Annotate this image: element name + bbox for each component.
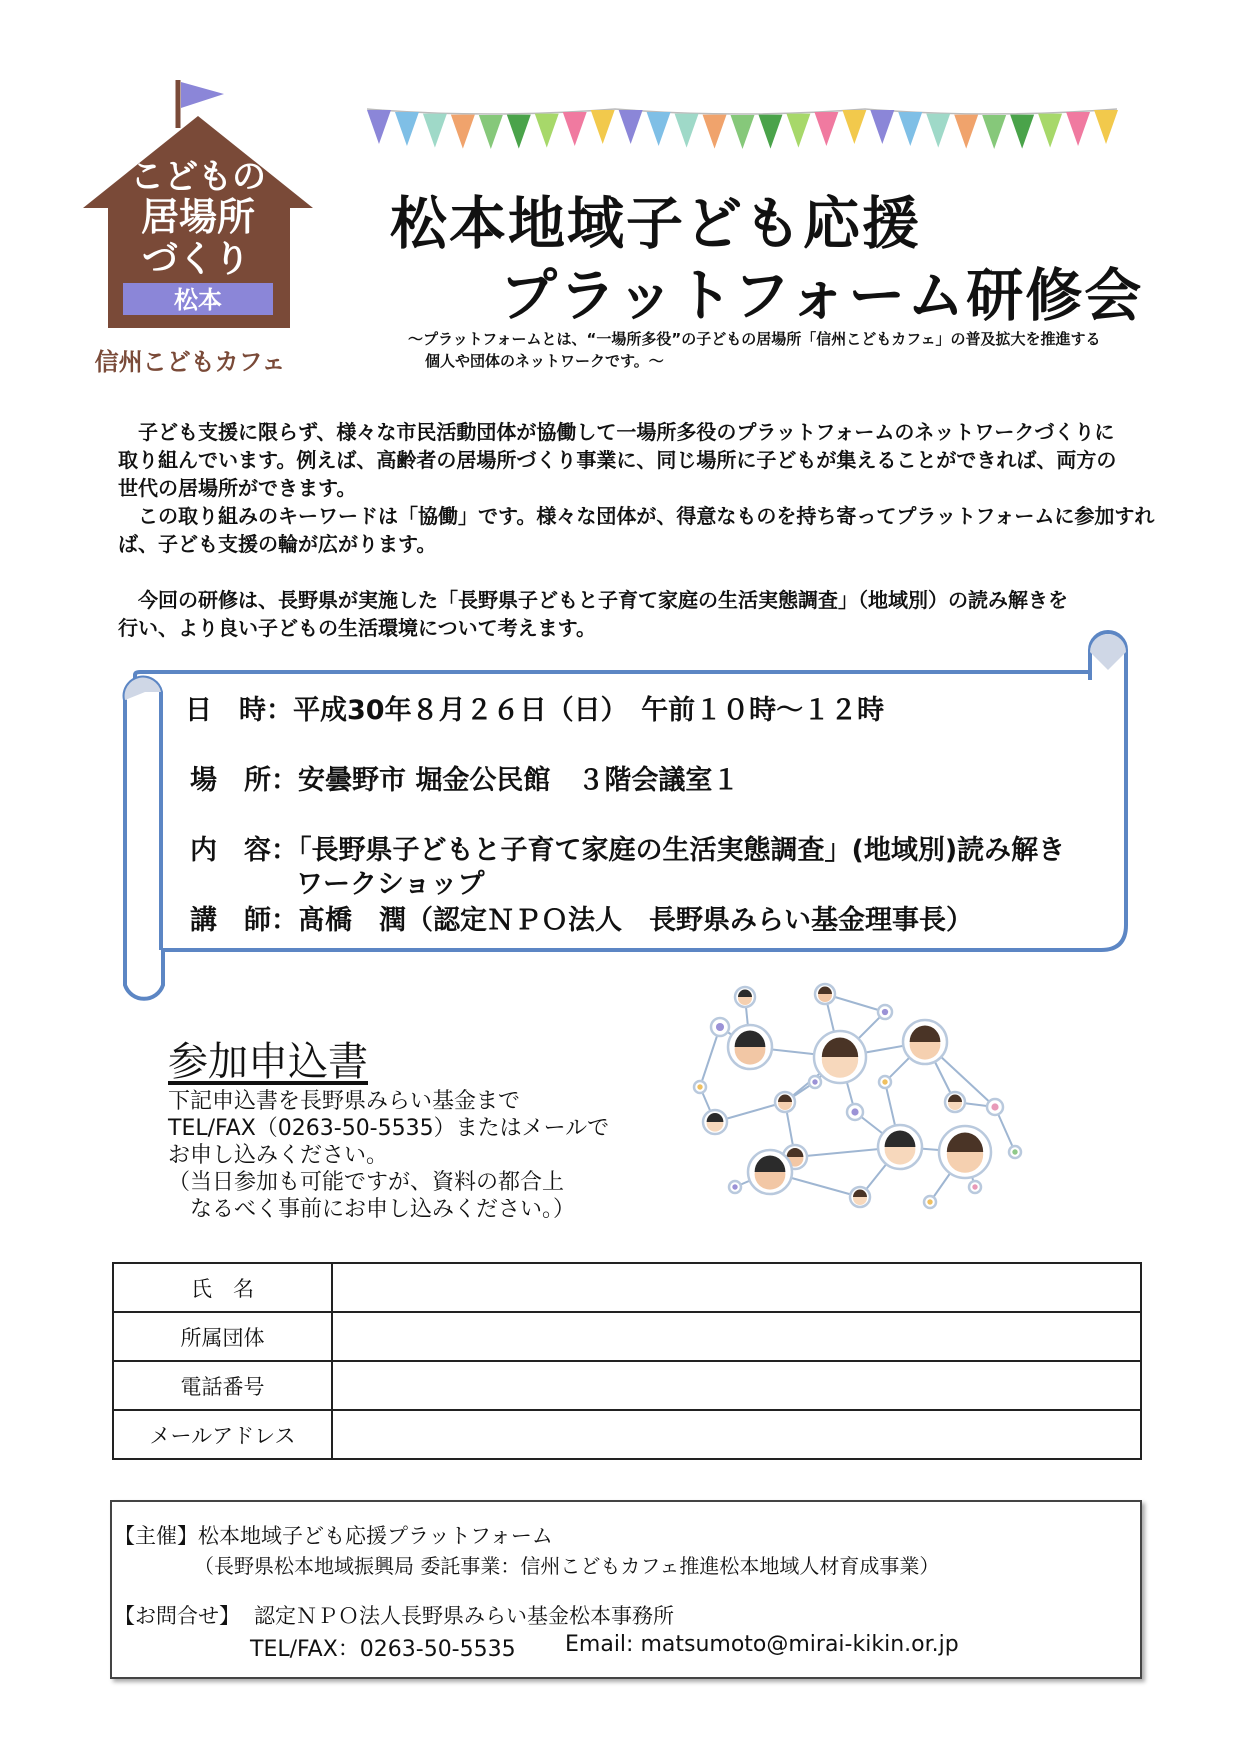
subtitle-line-2: 個人や団体のネットワークです。～	[425, 352, 664, 370]
bunting-flag	[451, 115, 475, 149]
form-label: 所属団体	[113, 1312, 332, 1361]
content-label: 内 容：	[190, 835, 298, 866]
intro-line: 行い、より良い子どもの生活環境について考えます。	[118, 616, 596, 640]
form-row-name	[113, 1263, 1141, 1312]
people-network-illustration	[675, 982, 1040, 1232]
bunting-flag	[926, 114, 950, 148]
application-line: TEL/FAX（0263-50-5535）またはメールで	[168, 1116, 610, 1141]
bunting-flag	[898, 112, 922, 146]
person-avatar-icon	[728, 1025, 772, 1069]
form-row-organization	[113, 1312, 1141, 1361]
date-row	[185, 688, 884, 727]
content-value-2: ワークショップ	[296, 869, 485, 900]
form-row-phone	[113, 1361, 1141, 1410]
bunting-flag	[1010, 115, 1034, 149]
logo-text-1: こどもの	[130, 157, 266, 197]
person-avatar-icon	[945, 1092, 965, 1112]
bunting-flag	[786, 114, 810, 148]
host-row	[114, 1520, 553, 1550]
bunting-flag	[703, 115, 727, 149]
network-node	[987, 1099, 1003, 1115]
bunting-decoration	[365, 105, 1120, 165]
bunting-flag	[842, 110, 866, 144]
form-label: メールアドレス	[113, 1410, 332, 1459]
bunting-flag	[870, 110, 894, 144]
form-label: 氏 名	[113, 1263, 332, 1312]
network-node	[924, 1196, 936, 1208]
logo-badge-text: 松本	[174, 286, 222, 314]
intro-line: ば、子ども支援の輪が広がります。	[118, 532, 437, 556]
application-line: お申し込みください。	[168, 1143, 389, 1168]
person-avatar-icon	[903, 1020, 947, 1064]
date-label: 日 時：	[185, 695, 293, 726]
bunting-flag	[423, 114, 447, 148]
network-node	[729, 1181, 741, 1193]
bunting-flag	[758, 115, 782, 149]
person-avatar-icon	[748, 1150, 792, 1194]
logo-text-2: 居場所	[140, 195, 256, 239]
place-row	[190, 758, 739, 797]
person-avatar-icon	[775, 1092, 795, 1112]
network-node	[809, 1076, 821, 1088]
network-node	[878, 1005, 892, 1019]
person-avatar-icon	[735, 987, 755, 1007]
bunting-flag	[1066, 112, 1090, 146]
form-label: 電話番号	[113, 1361, 332, 1410]
bunting-flag	[619, 110, 643, 144]
host-note: （長野県松本地域振興局 委託事業：信州こどもカフェ推進松本地域人材育成事業）	[194, 1554, 940, 1578]
place-value: 安曇野市 堀金公民館 ３階会議室１	[298, 765, 740, 796]
bunting-flag	[563, 112, 587, 146]
network-node	[711, 1018, 729, 1036]
name-field[interactable]	[332, 1263, 1141, 1312]
bunting-flag	[675, 114, 699, 148]
date-value: 平成30年８月２６日（日） 午前１０時～１２時	[293, 695, 885, 726]
bunting-flag	[1094, 110, 1118, 144]
bunting-flag	[535, 114, 559, 148]
person-avatar-icon	[939, 1126, 991, 1178]
organization-field[interactable]	[332, 1312, 1141, 1361]
person-avatar-icon	[850, 1187, 870, 1207]
contact-tel: TEL/FAX：0263-50-5535	[250, 1637, 516, 1662]
bunting-flag	[367, 110, 391, 144]
bunting-flag	[954, 115, 978, 149]
bunting-flag	[647, 112, 671, 146]
bunting-flag	[395, 112, 419, 146]
phone-field[interactable]	[332, 1361, 1141, 1410]
kodomo-ibasho-logo	[78, 78, 318, 388]
person-avatar-icon	[814, 1031, 866, 1083]
bunting-flag	[731, 115, 755, 149]
bunting-flag	[479, 115, 503, 149]
network-node	[879, 1076, 891, 1088]
network-node	[694, 1081, 706, 1093]
place-label: 場 所：	[190, 765, 298, 796]
logo-caption: 信州こどもカフェ	[94, 348, 286, 376]
application-title: 参加申込書	[168, 1039, 368, 1085]
intro-line: この取り組みのキーワードは「協働」です。様々な団体が、得意なものを持ち寄ってプラットフォームに参加すれ	[118, 504, 1155, 528]
logo-text-3: づくり	[141, 239, 251, 280]
bunting-flag	[1038, 114, 1062, 148]
application-line: （当日参加も可能ですが、資料の都合上	[168, 1170, 565, 1195]
intro-line: 世代の居場所ができます。	[118, 476, 357, 500]
title-line-1: 松本地域子ども応援	[390, 191, 921, 257]
content-value: 「長野県子どもと子育て家庭の生活実態調査」(地域別)読み解き	[298, 835, 1066, 866]
lecturer-label: 講 師：	[190, 905, 298, 936]
scroll-frame	[105, 630, 1135, 1005]
application-form	[112, 1262, 1142, 1460]
network-node	[847, 1104, 863, 1120]
title-line-2: プラットフォーム研修会	[500, 263, 1144, 329]
person-avatar-icon	[815, 984, 835, 1004]
footer-box	[110, 1500, 1142, 1679]
form-row-email	[113, 1410, 1141, 1459]
bunting-flag	[591, 110, 615, 144]
host-label: 【主催】	[114, 1524, 198, 1548]
host-value: 松本地域子ども応援プラットフォーム	[198, 1524, 553, 1548]
subtitle-line-1: ～プラットフォームとは、“一場所多役”の子どもの居場所「信州こどもカフェ」の普及拡大を推進する	[408, 330, 1101, 348]
bunting-flag	[982, 115, 1006, 149]
person-avatar-icon	[703, 1110, 727, 1134]
network-node	[1009, 1146, 1021, 1158]
contact-email[interactable]: Email: matsumoto@mirai-kikin.or.jp	[565, 1632, 959, 1657]
intro-line: 子ども支援に限らず、様々な市民活動団体が協働して一場所多役のプラットフォームのネットワークづくりに	[118, 420, 1115, 444]
application-line: 下記申込書を長野県みらい基金まで	[168, 1089, 521, 1114]
application-line: なるべく事前にお申し込みください。）	[168, 1197, 576, 1222]
email-field[interactable]	[332, 1410, 1141, 1459]
logo-flag	[181, 82, 224, 108]
intro-line: 取り組んでいます。例えば、高齢者の居場所づくり事業に、同じ場所に子どもが集えることができれば、両方の	[118, 448, 1117, 472]
intro-line: 今回の研修は、長野県が実施した「長野県子どもと子育て家庭の生活実態調査」（地域別）の読み解きを	[118, 588, 1068, 612]
network-node	[969, 1181, 981, 1193]
contact-value: 認定ＮＰＯ法人長野県みらい基金松本事務所	[254, 1604, 674, 1628]
person-avatar-icon	[878, 1125, 922, 1169]
contact-row	[114, 1600, 674, 1630]
bunting-flag	[507, 115, 531, 149]
lecturer-row	[190, 898, 973, 937]
lecturer-value: 髙橋 潤（認定ＮＰＯ法人 長野県みらい基金理事長）	[298, 905, 973, 936]
bunting-flag	[814, 112, 838, 146]
contact-label: 【お問合せ】	[114, 1604, 240, 1628]
